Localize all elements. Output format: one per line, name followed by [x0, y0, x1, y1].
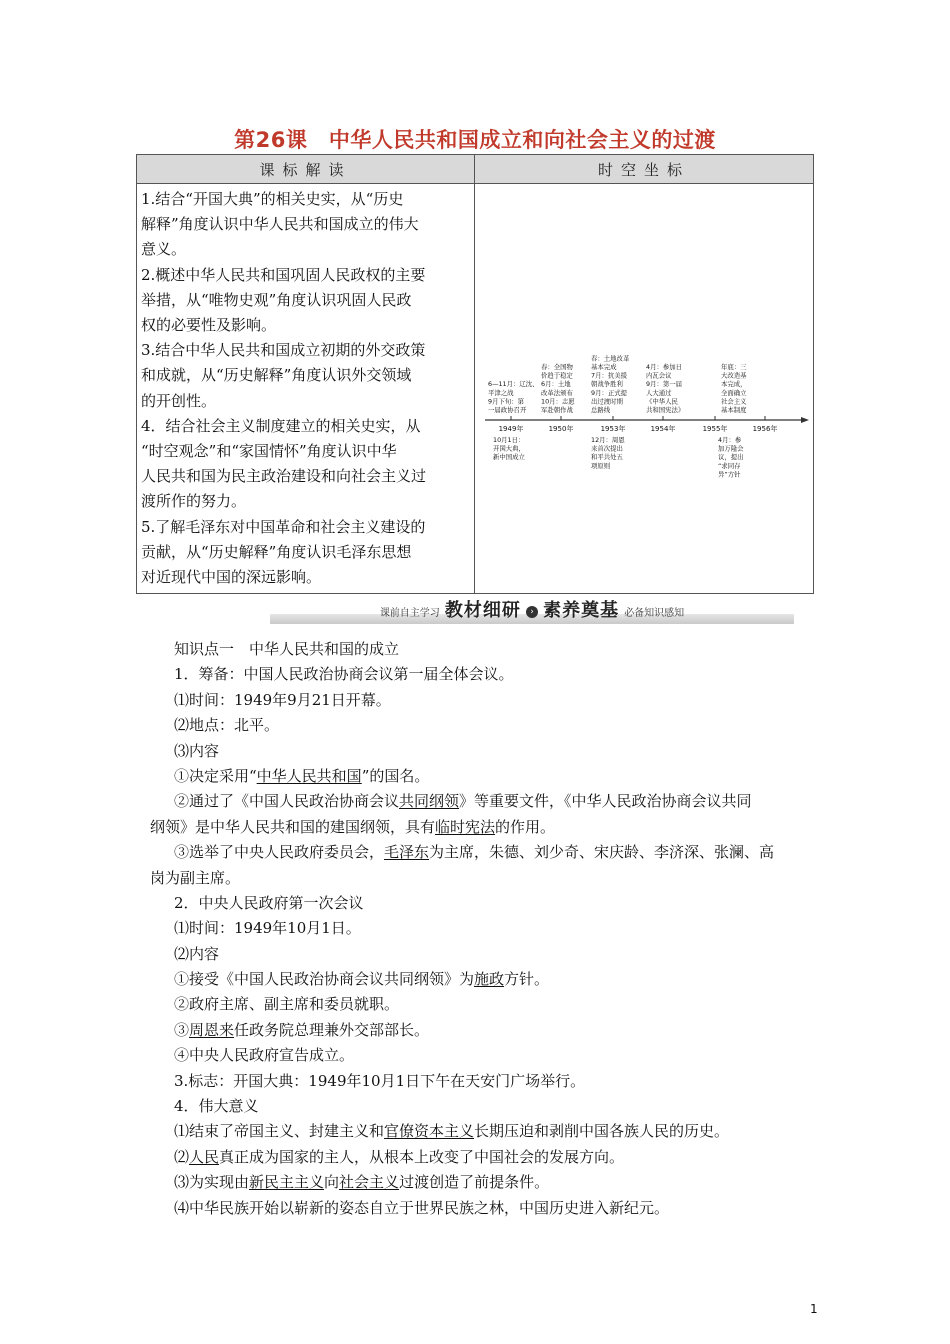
event-above: 6月：土地: [540, 380, 571, 389]
header-standards: 课标解读: [137, 155, 475, 184]
text-span: 任政务院总理兼外交部部长。: [234, 1020, 430, 1039]
event-below: 4月：参: [717, 436, 742, 444]
event-above: 基本制度: [720, 406, 747, 414]
text-line: [174, 1170, 824, 1195]
text-span: 方针。: [504, 970, 550, 989]
text-span: 长期压迫和剥削中国各族人民的历史。: [474, 1122, 730, 1141]
text-line: ⑵内容: [174, 944, 220, 963]
section-heading: 知识点一 中华人民共和国的成立: [174, 640, 400, 658]
event-below: “求同存: [717, 461, 741, 470]
standard-line: 解释”角度认识中华人民共和国成立的伟大: [141, 215, 419, 234]
event-above: 6—11月：辽沈、: [487, 380, 539, 389]
text-span: 真正成为国家的主人，从根本上改变了中国社会的发展方向。: [219, 1147, 625, 1166]
standard-line: 意义。: [141, 240, 187, 259]
standard-line: 渡所作的努力。: [141, 492, 247, 511]
text-span: 为主席，朱德、刘少奇、宋庆龄、李济深、张澜、高: [429, 843, 775, 862]
text-line: ⑶内容: [174, 741, 220, 760]
event-above: 改革法颁布: [540, 388, 573, 397]
event-above: 基本完成: [590, 363, 617, 371]
event-above: 一届政协召开: [487, 406, 527, 414]
standard-line: 贡献，从“历史解释”角度认识毛泽东思想: [141, 542, 412, 561]
text-line: ④中央人民政府宣告成立。: [174, 1046, 355, 1065]
text-span: 的作用。: [495, 817, 556, 836]
event-above: 《中华人民: [645, 397, 678, 406]
text-line: 岗为副主席。: [150, 868, 241, 887]
event-above: 春：全国物: [540, 363, 573, 371]
page-number: 1: [810, 1302, 818, 1316]
underlined-term: 施政: [474, 970, 505, 989]
text-line: ⑵地点：北平。: [174, 716, 280, 735]
standard-line: 举措，从“唯物史观”角度认识巩固人民政: [141, 290, 412, 309]
event-above: 人大通过: [645, 388, 672, 397]
year-label: 1955年: [702, 425, 728, 433]
event-below: 来首次提出: [590, 444, 623, 453]
standard-line: 1.结合“开国大典”的相关史实，从“历史: [141, 190, 404, 208]
banner-bold-left: 教材细研: [444, 600, 521, 621]
timeline-diagram: [483, 334, 813, 479]
underlined-term: 共同纲领: [399, 792, 460, 811]
underlined-term: 毛泽东: [384, 843, 430, 862]
standard-line: 对近现代中国的深远影响。: [141, 568, 322, 587]
text-line: [174, 764, 824, 789]
text-span: 纲领》是中华人民共和国的建国纲领，具有: [150, 817, 436, 836]
event-below: 和平共处五: [590, 453, 623, 462]
standard-line: 3.结合中华人民共和国成立初期的外交政策: [141, 341, 426, 360]
text-line: ⑴时间：1949年9月21日开幕。: [174, 690, 391, 709]
text-line: 2．中央人民政府第一次会议: [174, 893, 364, 912]
event-above: 共和国宪法》: [645, 406, 685, 414]
standard-line: “时空观念”和“家国情怀”角度认识中华: [141, 442, 397, 461]
text-span: ①接受《中国人民政治协商会议共同纲领》为: [174, 970, 475, 989]
text-line: [174, 1145, 824, 1170]
text-span: ⑵: [174, 1147, 190, 1166]
event-above: 本完成，: [720, 380, 747, 389]
underlined-term: 社会主义: [339, 1173, 400, 1192]
event-above: 4月：参加日: [645, 363, 682, 371]
text-line: [174, 840, 824, 865]
event-above: 出过渡时期: [590, 397, 623, 406]
event-above: 总路线: [590, 406, 611, 414]
text-line: 3.标志：开国大典：1949年10月1日下午在天安门广场举行。: [174, 1071, 586, 1090]
banner-text: [270, 596, 794, 622]
underlined-term: 人民: [189, 1147, 220, 1166]
text-span: ⑴结束了帝国主义、封建主义和: [174, 1122, 385, 1141]
standards-cell: [137, 184, 475, 594]
text-span: 向: [324, 1173, 340, 1192]
underlined-term: 周恩来: [189, 1020, 235, 1039]
text-span: ⑶为实现由: [174, 1173, 250, 1192]
banner-bold-right: 素养奠基: [543, 600, 620, 621]
knowledge-body: [150, 637, 824, 1221]
event-above: 平津之战: [487, 388, 514, 397]
event-above: 军赴朝作战: [540, 406, 573, 414]
text-span: ”的国名。: [361, 766, 430, 785]
year-label: 1956年: [752, 425, 778, 433]
text-line: 4．伟大意义: [174, 1097, 259, 1116]
text-line: [150, 815, 824, 840]
event-above: 年底：三: [720, 363, 747, 371]
text-line: ⑷中华民族开始以崭新的姿态自立于世界民族之林，中国历史进入新纪元。: [174, 1198, 670, 1217]
event-above: 大改造基: [720, 371, 747, 380]
year-label: 1954年: [650, 425, 676, 433]
event-above: 价趋于稳定: [540, 371, 573, 380]
text-line: [174, 789, 824, 814]
year-label: 1949年: [498, 425, 524, 433]
standard-line: 权的必要性及影响。: [141, 316, 277, 335]
standard-line: 的开创性。: [141, 391, 217, 410]
standard-line: 2.概述中华人民共和国巩固人民政权的主要: [141, 265, 426, 284]
event-below: 10月1日：: [492, 436, 525, 444]
standard-line: 人民共和国为民主政治建设和向社会主义过: [141, 467, 427, 486]
event-above: 9月：正式提: [590, 388, 627, 397]
timeline-arrow: [801, 417, 809, 423]
section-banner: [270, 596, 794, 626]
event-above: 7月：抗美援: [590, 371, 627, 380]
event-below: 12月：周恩: [590, 436, 625, 444]
standard-line: 5.了解毛泽东对中国革命和社会主义建设的: [141, 517, 426, 536]
event-above: 9月下旬：第: [487, 397, 524, 406]
event-below: 项原则: [590, 461, 611, 470]
event-below: 议，提出: [717, 453, 744, 462]
curriculum-table: [136, 154, 814, 594]
event-above: 9月：第一届: [645, 380, 682, 389]
timeline-cell: [474, 184, 813, 594]
event-below: 新中国成立: [492, 453, 525, 462]
event-above: 内瓦会议: [645, 371, 672, 380]
underlined-term: 新民主主义: [249, 1173, 325, 1192]
timeline: [483, 334, 813, 478]
banner-small-right: 必备知识感知: [624, 608, 685, 619]
event-below: 开国大典，: [492, 444, 525, 453]
underlined-term: 官僚资本主义: [384, 1122, 475, 1141]
underlined-term: 中华人民共和国: [256, 766, 362, 785]
event-above: 社会主义: [720, 397, 747, 406]
text-line: ⑴时间：1949年10月1日。: [174, 919, 361, 938]
text-line: [174, 1119, 824, 1144]
standard-line: 4．结合社会主义制度建立的相关史实，从: [141, 416, 421, 435]
event-below: 加万隆会: [717, 444, 744, 453]
text-span: ③选举了中央人民政府委员会，: [174, 843, 385, 862]
underlined-term: 临时宪法: [435, 817, 496, 836]
year-label: 1953年: [600, 425, 626, 433]
text-line: [174, 1018, 824, 1043]
banner-small-left: 课前自主学习: [379, 608, 440, 619]
text-span: 》等重要文件，《中华人民政治协商会议共同: [459, 792, 752, 811]
text-span: ①决定采用“: [174, 766, 257, 785]
event-above: 10月：志愿: [540, 397, 575, 406]
text-span: ③: [174, 1020, 190, 1039]
lesson-title: 第26课 中华人民共和国成立和向社会主义的过渡: [234, 128, 716, 152]
text-line: 1．筹备：中国人民政治协商会议第一届全体会议。: [174, 665, 514, 684]
event-below: 异”方针: [717, 470, 741, 479]
arrow-icon: ›: [526, 606, 538, 618]
text-span: 过渡创造了前提条件。: [399, 1173, 550, 1192]
year-label: 1950年: [548, 425, 574, 433]
text-line: [174, 967, 824, 992]
text-span: ②通过了《中国人民政治协商会议: [174, 792, 400, 811]
event-above: 全面确立: [720, 388, 747, 397]
text-line: ②政府主席、副主席和委员就职。: [174, 995, 400, 1014]
event-above: 春：土地改革: [590, 354, 630, 363]
event-above: 朝战争胜利: [590, 380, 623, 389]
header-timeline: 时空坐标: [474, 155, 813, 184]
standard-line: 和成就，从“历史解释”角度认识外交领域: [141, 366, 412, 385]
